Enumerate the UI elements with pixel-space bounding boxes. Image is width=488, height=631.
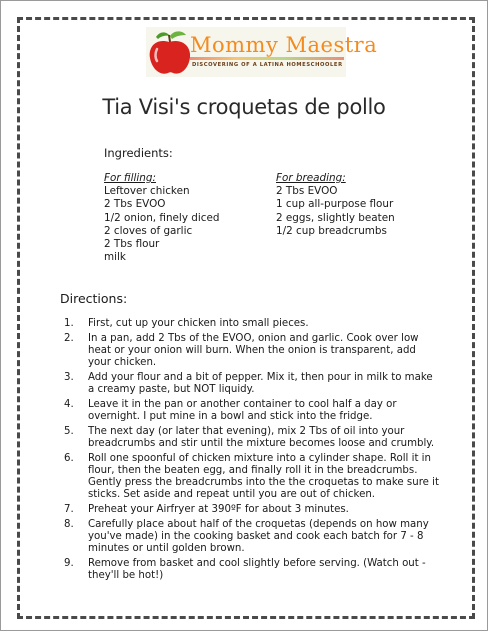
ingredient-item: 2 Tbs EVOO [104, 198, 166, 211]
ingredient-item: 2 Tbs EVOO [276, 185, 338, 198]
step-number: 1. [64, 318, 74, 329]
step-text: Leave it in the pan or another container to cool half a day or overnight. I put mine in a bowl and stick into the fridge. [88, 398, 397, 422]
logo-stripe [190, 57, 344, 60]
step-number: 5. [64, 425, 74, 437]
step-text: Remove from basket and cool slightly before serving. (Watch out - they'll be hot!) [88, 557, 426, 581]
ingredient-item: 1/2 onion, finely diced [104, 211, 220, 224]
ingredient-item: 1/2 cup breadcrumbs [276, 224, 387, 237]
step-text: Roll one spoonful of chicken mixture into a cylinder shape. Roll it in flour, then the beaten egg, and finally roll it in the breadcrumbs. Gently press the breadcrumbs into the the croquetas to make sure it sticks. Set aside and repeat until you are out of chicken. [88, 452, 439, 501]
mommy-maestra-logo [146, 27, 378, 77]
step-number: 2. [64, 332, 74, 344]
step-text: First, cut up your chicken into small pieces. [88, 318, 309, 329]
ingredient-item: 2 Tbs flour [104, 238, 160, 251]
direction-step [48, 558, 440, 582]
step-number: 7. [64, 503, 74, 515]
ingredient-item: 2 eggs, slightly beaten [276, 211, 395, 224]
step-text: The next day (or later that evening), mix 2 Tbs of oil into your breadcrumbs and stir until the mixture becomes loose and crumbly. [88, 425, 435, 449]
direction-step [48, 426, 440, 450]
filling-column [104, 172, 219, 264]
step-number: 9. [64, 557, 74, 569]
step-text: In a pan, add 2 Tbs of the EVOO, onion and garlic. Cook over low heat or your onion will burn. When the onion is transparent, add your chicken. [88, 332, 419, 369]
logo-brand-text: Mommy Maestra [190, 33, 378, 57]
step-number: 8. [64, 518, 74, 530]
ingredient-item: 1 cup all-purpose flour [276, 198, 394, 211]
recipe-title: Tia Visi's croquetas de pollo [102, 95, 386, 119]
ingredient-item: Leftover chicken [104, 185, 190, 198]
direction-step [48, 504, 440, 516]
step-text: Preheat your Airfryer at 390ºF for about 3 minutes. [88, 503, 349, 515]
direction-step [48, 399, 440, 423]
directions-list [48, 318, 440, 585]
direction-step [48, 333, 440, 370]
breading-label: For breading: [276, 172, 346, 184]
step-number: 3. [64, 371, 74, 383]
direction-step [48, 453, 440, 502]
ingredient-item: milk [104, 251, 126, 264]
direction-step [48, 318, 440, 330]
directions-heading: Directions: [60, 291, 128, 306]
apple-icon [146, 27, 192, 77]
step-text: Carefully place about half of the croquetas (depends on how many you've made) in the cooking basket and cook each batch for 7 - 8 minutes or until golden brown. [88, 518, 429, 554]
step-text: Add your flour and a bit of pepper. Mix it, then pour in milk to make a creamy paste, but NOT liquidy. [88, 371, 433, 396]
filling-label: For filling: [104, 172, 156, 184]
logo-tagline: DISCOVERING OF A LATINA HOMESCHOOLER [192, 62, 343, 68]
breading-column [276, 172, 395, 238]
step-number: 4. [64, 398, 74, 410]
direction-step [48, 372, 440, 396]
ingredients-heading: Ingredients: [104, 146, 173, 160]
ingredient-item: 2 cloves of garlic [104, 224, 193, 237]
step-number: 6. [64, 452, 74, 464]
direction-step [48, 519, 440, 556]
